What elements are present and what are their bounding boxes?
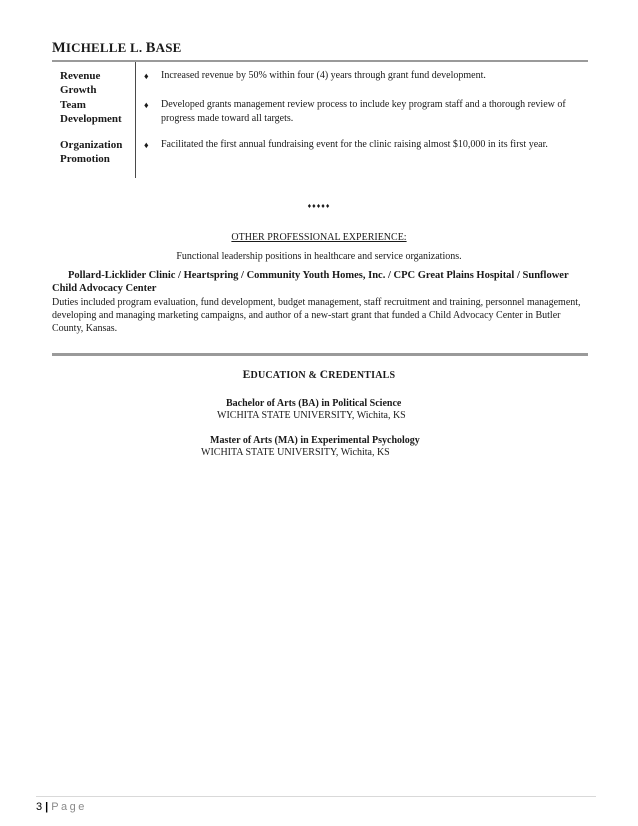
education-heading: EDUCATION & CREDENTIALS bbox=[242, 369, 396, 381]
diamond-divider: ♦♦♦♦♦ bbox=[307, 202, 331, 210]
page-label: Page bbox=[51, 801, 87, 813]
candidate-name: MICHELLE L. BASE bbox=[52, 40, 182, 56]
achievement-text: Increased revenue by 50% within four (4) years through grant fund development. bbox=[161, 70, 486, 81]
section-divider bbox=[52, 353, 588, 356]
employers-list: Pollard-Licklider Clinic / Heartspring / Community Youth Homes, Inc. / CPC Great Plains Hospital / Sunflower Child Advocacy Center bbox=[52, 270, 569, 294]
diamond-bullet-icon: ♦ bbox=[144, 140, 149, 150]
school-name: WICHITA STATE UNIVERSITY, Wichita, KS bbox=[201, 447, 390, 458]
school-name: WICHITA STATE UNIVERSITY, Wichita, KS bbox=[217, 410, 406, 421]
top-divider bbox=[52, 60, 588, 62]
duties-paragraph: Duties included program evaluation, fund development, budget management, staff recruitment and training, personnel management, developing and managing marketing campaigns, and author of a new-start grant that funded a Child Advocacy Center in Butler County, Kansas. bbox=[52, 297, 581, 334]
page-footer bbox=[36, 801, 87, 813]
achievement-label: Organization Promotion bbox=[60, 139, 123, 165]
footer-separator: | bbox=[45, 801, 49, 813]
diamond-bullet-icon: ♦ bbox=[144, 71, 149, 81]
table-vertical-divider bbox=[135, 62, 136, 178]
other-experience-heading: OTHER PROFESSIONAL EXPERIENCE: bbox=[231, 232, 407, 243]
page-number: 3 bbox=[36, 801, 43, 813]
achievement-label: Revenue Growth bbox=[60, 70, 101, 96]
footer-divider bbox=[36, 796, 596, 797]
achievement-text: Facilitated the first annual fundraising event for the clinic raising almost $10,000 in its first year. bbox=[161, 139, 548, 150]
achievement-text: Developed grants management review process to include key program staff and a thorough review of progress made toward all targets. bbox=[161, 99, 566, 124]
other-experience-subheading: Functional leadership positions in healthcare and service organizations. bbox=[176, 251, 462, 262]
achievement-label: Team Development bbox=[60, 99, 122, 125]
degree-title: Master of Arts (MA) in Experimental Psychology bbox=[210, 435, 420, 446]
diamond-bullet-icon: ♦ bbox=[144, 100, 149, 110]
degree-title: Bachelor of Arts (BA) in Political Science bbox=[226, 398, 402, 409]
